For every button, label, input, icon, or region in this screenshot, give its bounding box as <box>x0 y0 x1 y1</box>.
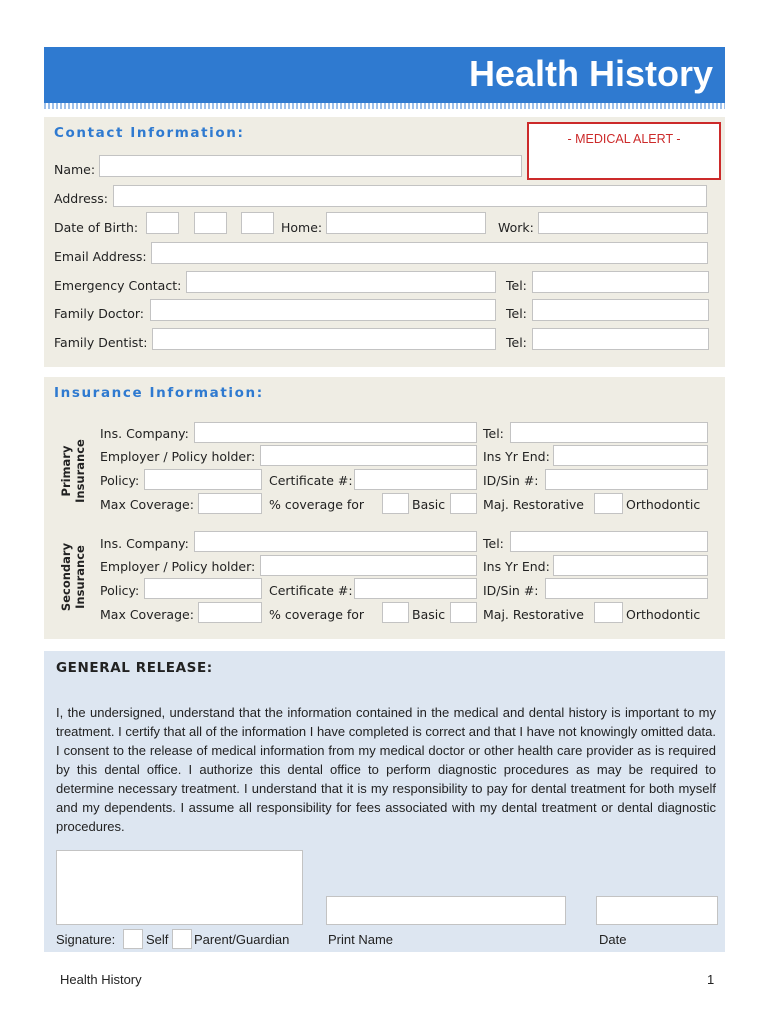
secondary-orthodontic-label: Orthodontic <box>626 607 701 622</box>
emergency-contact-field[interactable] <box>186 271 496 293</box>
secondary-policy-field[interactable] <box>144 578 262 599</box>
secondary-coverage-for-label: % coverage for <box>269 607 365 622</box>
primary-employer-field[interactable] <box>260 445 477 466</box>
family-doctor-label: Family Doctor: <box>54 306 145 321</box>
primary-certificate-field[interactable] <box>354 469 477 490</box>
secondary-orthodontic-percent-field[interactable] <box>594 602 623 623</box>
primary-orthodontic-percent-field[interactable] <box>594 493 623 514</box>
secondary-basic-label: Basic <box>412 607 446 622</box>
primary-certificate-label: Certificate #: <box>269 473 353 488</box>
secondary-basic-percent-field[interactable] <box>382 602 409 623</box>
primary-ins-yr-end-label: Ins Yr End: <box>483 449 550 464</box>
home-phone-field[interactable] <box>326 212 486 234</box>
emergency-contact-label: Emergency Contact: <box>54 278 182 293</box>
primary-id-sin-field[interactable] <box>545 469 708 490</box>
secondary-employer-label: Employer / Policy holder: <box>100 559 256 574</box>
primary-tel-label: Tel: <box>483 426 504 441</box>
primary-id-sin-label: ID/Sin #: <box>483 473 539 488</box>
primary-ins-company-label: Ins. Company: <box>100 426 189 441</box>
home-phone-label: Home: <box>281 220 323 235</box>
medical-alert-box[interactable] <box>527 122 721 180</box>
address-label: Address: <box>54 191 108 206</box>
secondary-max-coverage-field[interactable] <box>198 602 262 623</box>
secondary-maj-restorative-percent-field[interactable] <box>450 602 477 623</box>
email-field[interactable] <box>151 242 708 264</box>
primary-max-coverage-label: Max Coverage: <box>100 497 194 512</box>
work-phone-field[interactable] <box>538 212 708 234</box>
header-divider <box>44 103 725 109</box>
primary-max-coverage-field[interactable] <box>198 493 262 514</box>
secondary-label-line2: Insurance <box>73 545 87 609</box>
release-statement: I, the undersigned, understand that the information contained in the medical and dental history is important to my treatment. I certify that all of the information I have completed is correct and that I have not knowingly omitted data. I consent to the release of medical information from my medical doctor or other health care provider as is required by this dental office. I authorize this dental office to perform diagnostic procedures as may be required to determine necessary treatment. I understand that it is my responsibility to pay for dental treatment for both myself and my dependents. I assume all responsibility for fees associated with my dental treatment or dental diagnostic procedures. <box>56 705 716 834</box>
name-label: Name: <box>54 162 96 177</box>
print-name-field[interactable] <box>326 896 566 925</box>
primary-maj-restorative-label: Maj. Restorative <box>483 497 585 512</box>
secondary-max-coverage-label: Max Coverage: <box>100 607 194 622</box>
release-section-title: GENERAL RELEASE: <box>56 660 213 676</box>
secondary-ins-yr-end-label: Ins Yr End: <box>483 559 550 574</box>
insurance-section-title: Insurance Information: <box>54 385 264 401</box>
date-field[interactable] <box>596 896 718 925</box>
primary-employer-label: Employer / Policy holder: <box>100 449 256 464</box>
secondary-label-line1: Secondary <box>59 542 73 612</box>
dentist-tel-field[interactable] <box>532 328 709 350</box>
footer-title: Health History <box>60 972 142 987</box>
secondary-ins-company-field[interactable] <box>194 531 477 552</box>
signature-field[interactable] <box>56 850 303 925</box>
self-checkbox[interactable] <box>123 929 143 949</box>
primary-label-line1: Primary <box>59 445 73 497</box>
doctor-tel-field[interactable] <box>532 299 709 321</box>
emergency-tel-label: Tel: <box>506 278 527 293</box>
secondary-ins-yr-end-field[interactable] <box>553 555 708 576</box>
emergency-tel-field[interactable] <box>532 271 709 293</box>
primary-insurance-label <box>59 431 89 511</box>
signature-label: Signature: <box>56 932 116 947</box>
family-dentist-field[interactable] <box>152 328 496 350</box>
page-title: Health History <box>468 53 713 94</box>
parent-guardian-label: Parent/Guardian <box>194 932 290 947</box>
secondary-maj-restorative-label: Maj. Restorative <box>483 607 585 622</box>
address-field[interactable] <box>113 185 707 207</box>
primary-basic-label: Basic <box>412 497 446 512</box>
primary-policy-label: Policy: <box>100 473 140 488</box>
header-bar <box>44 47 725 103</box>
primary-maj-restorative-percent-field[interactable] <box>450 493 477 514</box>
primary-policy-field[interactable] <box>144 469 262 490</box>
secondary-ins-company-label: Ins. Company: <box>100 536 189 551</box>
secondary-tel-field[interactable] <box>510 531 708 552</box>
secondary-id-sin-label: ID/Sin #: <box>483 583 539 598</box>
secondary-certificate-label: Certificate #: <box>269 583 353 598</box>
dob-month-field[interactable] <box>194 212 227 234</box>
secondary-certificate-field[interactable] <box>354 578 477 599</box>
work-phone-label: Work: <box>498 220 534 235</box>
secondary-id-sin-field[interactable] <box>545 578 708 599</box>
family-dentist-label: Family Dentist: <box>54 335 148 350</box>
primary-tel-field[interactable] <box>510 422 708 443</box>
email-label: Email Address: <box>54 249 147 264</box>
primary-coverage-for-label: % coverage for <box>269 497 365 512</box>
self-label: Self <box>146 932 169 947</box>
secondary-insurance-label <box>59 532 89 622</box>
name-field[interactable] <box>99 155 522 177</box>
doctor-tel-label: Tel: <box>506 306 527 321</box>
primary-label-line2: Insurance <box>73 439 87 503</box>
dob-day-field[interactable] <box>146 212 179 234</box>
contact-section-title: Contact Information: <box>54 125 245 141</box>
primary-ins-company-field[interactable] <box>194 422 477 443</box>
print-name-label: Print Name <box>328 932 394 947</box>
primary-basic-percent-field[interactable] <box>382 493 409 514</box>
primary-orthodontic-label: Orthodontic <box>626 497 701 512</box>
dob-year-field[interactable] <box>241 212 274 234</box>
secondary-employer-field[interactable] <box>260 555 477 576</box>
family-doctor-field[interactable] <box>150 299 496 321</box>
date-label: Date <box>599 932 627 947</box>
secondary-tel-label: Tel: <box>483 536 504 551</box>
secondary-policy-label: Policy: <box>100 583 140 598</box>
primary-ins-yr-end-field[interactable] <box>553 445 708 466</box>
dentist-tel-label: Tel: <box>506 335 527 350</box>
medical-alert-label: - MEDICAL ALERT - <box>567 132 681 146</box>
parent-guardian-checkbox[interactable] <box>172 929 192 949</box>
page-number: 1 <box>707 972 715 987</box>
dob-label: Date of Birth: <box>54 220 139 235</box>
